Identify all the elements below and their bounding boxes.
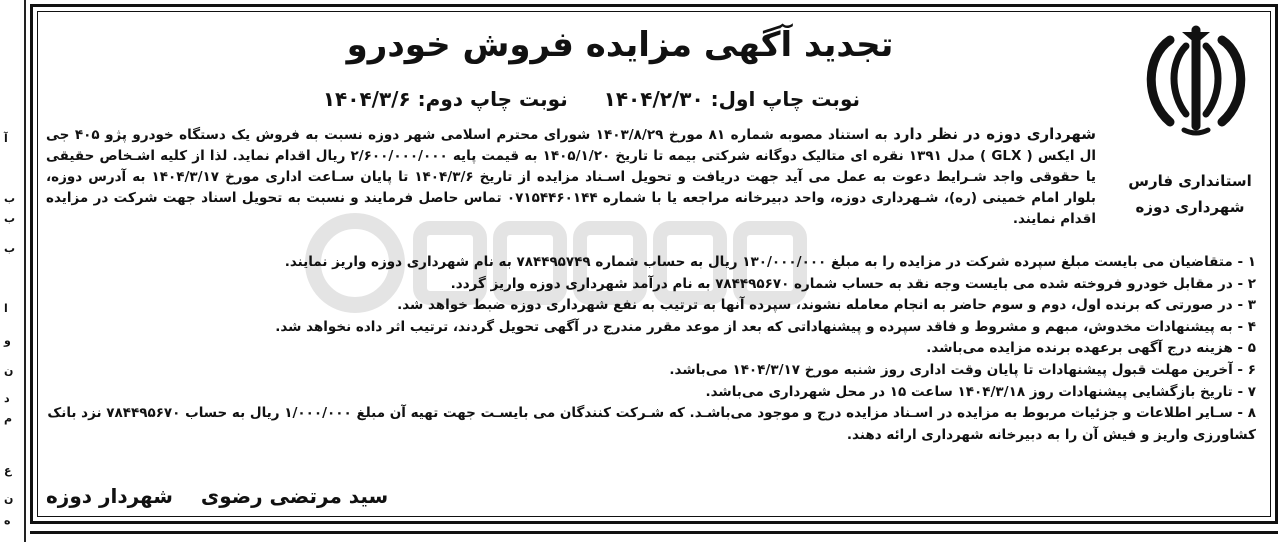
side-fragment: ه xyxy=(4,514,11,527)
list-item: ۲ - در مقابل خودرو فروخته شده می بایست وجه نقد به حساب شماره ۷۸۴۴۹۵۶۷۰ به نام درآمد شهرداری دوزه واریز گردد. xyxy=(450,275,1256,292)
list-item: ۱ - متقاضیان می بایست مبلغ سپرده شرکت در مزایده را به مبلغ ۱۳۰/۰۰۰/۰۰۰ ریال به حساب شماره ۷۸۴۴۹۵۷۴۹ به نام شهرداری دوزه واریز نمایند. xyxy=(284,254,1256,270)
side-fragment: د xyxy=(4,392,10,405)
signature-block xyxy=(46,482,466,510)
first-print-label: نوبت چاپ اول: xyxy=(710,87,860,111)
side-fragment: ا xyxy=(4,302,8,315)
list-item: ۶ - آخرین مهلت قبول پیشنهادات تا پایان وقت اداری روز شنبه مورخ ۱۴۰۴/۳/۱۷ می‌باشد. xyxy=(669,361,1256,378)
terms-list xyxy=(46,252,1256,446)
signatory-name: سید مرتضی رضوی xyxy=(200,484,389,508)
intro-paragraph xyxy=(46,124,1096,230)
side-fragment: ع xyxy=(4,464,12,477)
list-item: ۴ - به پیشنهادات مخدوش، مبهم و مشروط و فاقد سپرده و پیشنهاداتی که بعد از موعد مقرر مندرج در آگهی تحویل گردند، ترتیب اثر داده نخواهد شد. xyxy=(275,318,1256,335)
side-fragment: ن xyxy=(4,364,14,377)
list-item: ۳ - در صورتی که برنده اول، دوم و سوم حاضر به انجام معامله نشوند، سپرده آنها به ترتیب به نفع شهرداری دوزه ضبط خواهد شد. xyxy=(397,297,1256,314)
iran-emblem-icon xyxy=(1140,22,1252,140)
organization-municipality: شهرداری دوزه xyxy=(1135,198,1245,216)
list-item: ۸ - سـایر اطلاعات و جزئیات مربوط به مزایده در اسـناد مزایده درج و موجود می‌باشـد. که شـرکت کنندگان می بایسـت جهت تهیه آن مبلغ ۱/۰۰۰/۰۰۰ ریال به حساب ۷۸۴۴۹۵۶۷۰ نزد بانک کشاورزی واریز و فیش آن را به دبیرخانه شهرداری ارائه دهند. xyxy=(47,405,1256,443)
page-title: تجدید آگهی مزایده فروش خودرو xyxy=(346,25,894,65)
intro-lead: شهرداری دوزه در نظر دارد xyxy=(893,125,1096,143)
print-dates xyxy=(300,84,860,114)
organization-province: استانداری فارس xyxy=(1128,172,1252,190)
signatory-role: شهردار دوزه xyxy=(46,484,173,508)
side-fragment: ب xyxy=(4,242,16,255)
organization-block xyxy=(1110,168,1270,220)
first-print-date: ۱۴۰۴/۲/۳۰ xyxy=(603,87,704,111)
side-fragment: و xyxy=(4,334,11,347)
side-fragment: ب xyxy=(4,192,16,205)
intro-body: به استناد مصوبه شماره ۸۱ مورخ ۱۴۰۳/۸/۲۹ شورای محترم اسلامی شهر دوزه نسبت به فروش یک دستگاه خودرو پژو ۴۰۵ جی ال ایکس ( GLX ) مدل ۱۳۹۱ نقره ای متالیک دوگانه شرکتی بیمه تا تاریخ ۱۴۰۵/۱/۲۰ به قیمت پایه ۲/۶۰۰/۰۰۰/۰۰۰ ریال اقدام نماید. لذا از کلیه اشـخاص حقیقی یا حقوقی واجد شـرایط دعوت به عمل می آید جهت دریافت و تحویل اسـناد مزایده از تاریخ ۱۴۰۴/۳/۶ تا پایان سـاعت اداری مورخ ۱۴۰۴/۳/۱۷ به آدرس دوزه، بلوار امام خمینی (ره)، شـهرداری دوزه، واحد دبیرخانه مراجعه یا با شماره ۰۷۱۵۴۴۶۰۱۴۴ تماس حاصل فرمایند و نسبت به تحویل اسناد جهت شرکت در مزایده اقدام نمایند. xyxy=(46,127,1096,227)
second-print-label: نوبت چاپ دوم: xyxy=(417,87,568,111)
next-ad-border xyxy=(30,531,1278,542)
list-item: ۷ - تاریخ بازگشایی پیشنهادات روز ۱۴۰۴/۳/۱۸ ساعت ۱۵ در محل شهرداری می‌باشد. xyxy=(705,383,1256,400)
adjacent-column-strip xyxy=(0,0,26,542)
list-item: ۵ - هزینه درج آگهی برعهده برنده مزایده می‌باشد. xyxy=(926,340,1256,357)
side-fragment: ب xyxy=(4,212,16,225)
second-print-date: ۱۴۰۴/۳/۶ xyxy=(322,87,411,111)
side-fragment: ن xyxy=(4,492,14,505)
side-fragment: م xyxy=(4,412,13,425)
side-fragment: آ xyxy=(4,132,8,145)
